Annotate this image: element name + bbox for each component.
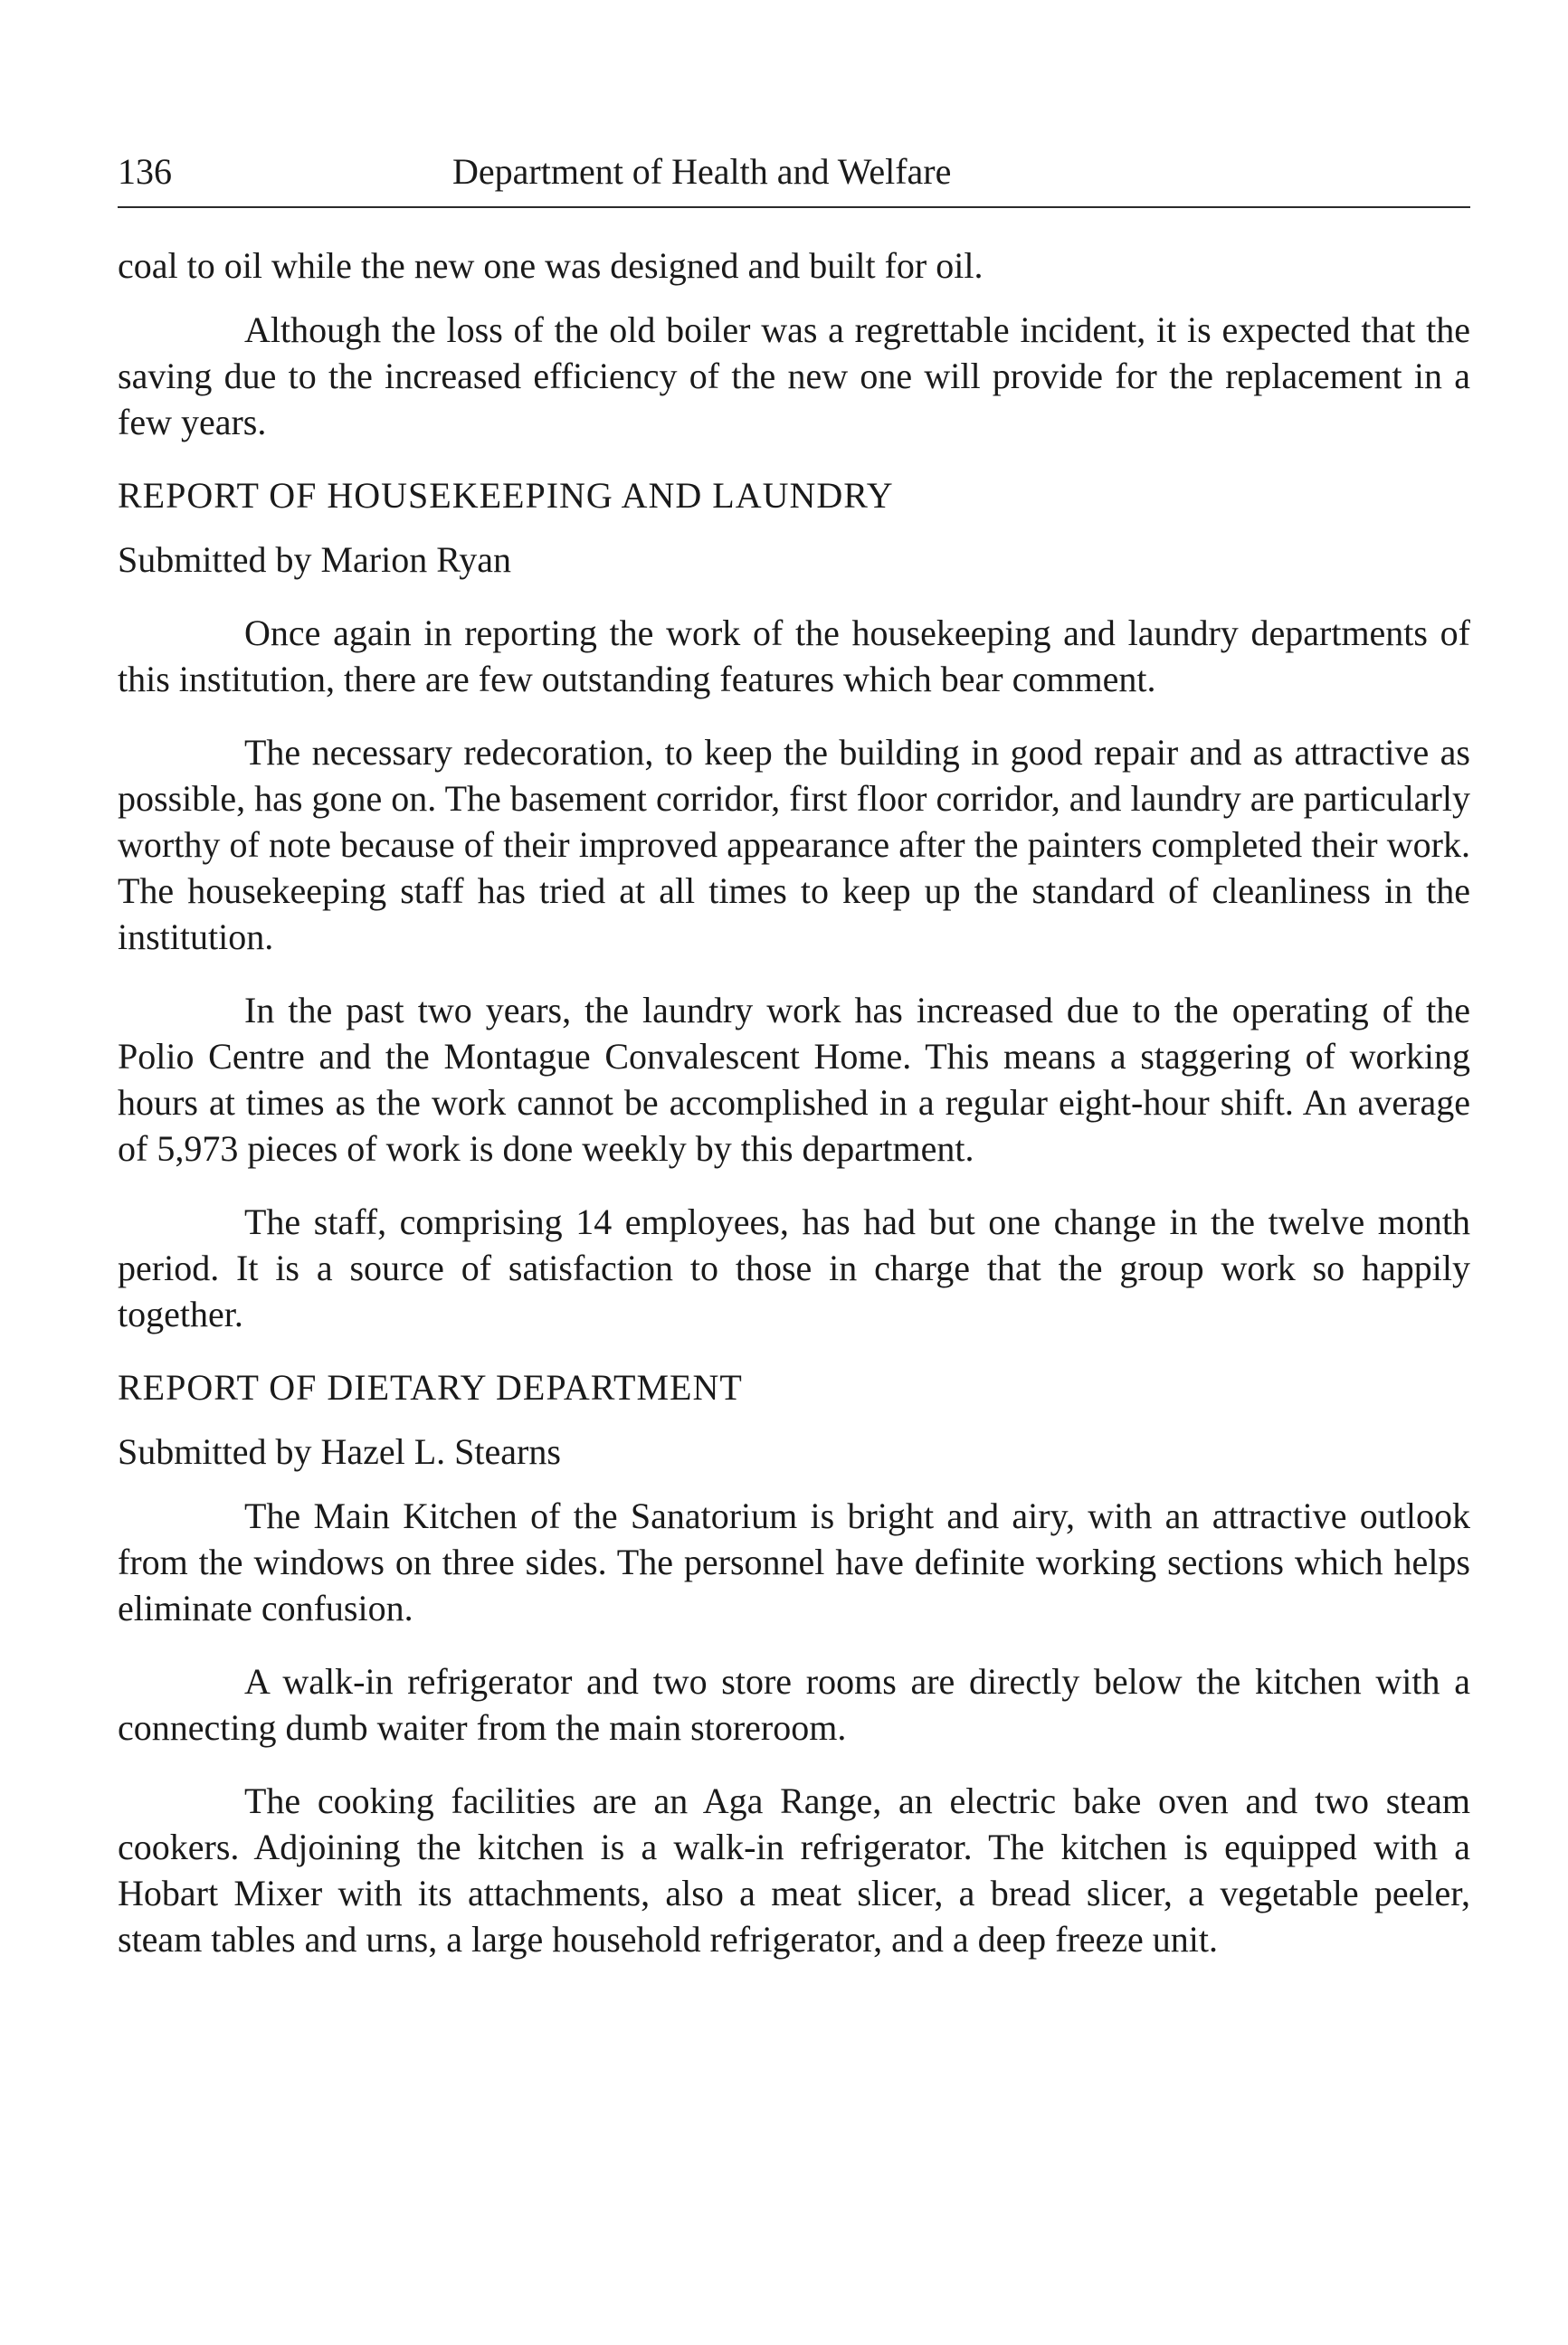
paragraph: The cooking facilities are an Aga Range, an electric bake oven and two steam cookers. Adjoining the kitchen is a walk-in refrigerator. The kitchen is equipped with a Hobart Mixer with its attachments, also a meat slicer, a bread slicer, a vegetable peeler, steam tables and urns, a large household refrigerator, and a deep freeze unit. xyxy=(118,1780,1470,1960)
paragraph: The necessary redecoration, to keep the building in good repair and as attractive as possible, has gone on. The basement corridor, first floor corridor, and laundry are particularly worthy of note because of their improved appearance after the painters completed their work. The housekeeping staff has tried at all times to keep up the standard of cleanliness in the institution. xyxy=(118,732,1470,957)
paragraph: Once again in reporting the work of the housekeeping and laundry departments of this institution, there are few outstanding features which bear comment. xyxy=(118,612,1470,699)
running-title: Department of Health and Welfare xyxy=(452,151,952,192)
header-rule xyxy=(118,206,1470,208)
paragraph: The Main Kitchen of the Sanatorium is bright and airy, with an attractive outlook from the windows on three sides. The personnel have definite working sections which helps eliminate confusion. xyxy=(118,1495,1470,1628)
paragraph: The staff, comprising 14 employees, has had but one change in the twelve month period. It is a source of satisfaction to those in charge that the group work so happily together. xyxy=(118,1201,1470,1334)
page-number: 136 xyxy=(118,151,172,192)
paragraph: In the past two years, the laundry work has increased due to the operating of the Polio Centre and the Montague Convalescent Home. This means a staggering of working hours at times as the work cannot be accomplished in a regular eight-hour shift. An average of 5,973 pieces of work is done weekly by this department. xyxy=(118,990,1470,1169)
section-heading: REPORT OF DIETARY DEPARTMENT xyxy=(118,1367,743,1408)
body-text xyxy=(118,242,1470,1962)
page-header xyxy=(118,149,1470,204)
paragraph: A walk-in refrigerator and two store rooms are directly below the kitchen with a connecting dumb waiter from the main storeroom. xyxy=(118,1661,1470,1748)
paragraph: Although the loss of the old boiler was a regrettable incident, it is expected that the saving due to the increased efficiency of the new one will provide for the replacement in a few years. xyxy=(118,309,1470,442)
paragraph: coal to oil while the new one was designed and built for oil. xyxy=(118,245,984,286)
section-heading: REPORT OF HOUSEKEEPING AND LAUNDRY xyxy=(118,475,894,516)
section-byline: Submitted by Hazel L. Stearns xyxy=(118,1431,561,1472)
section-byline: Submitted by Marion Ryan xyxy=(118,539,512,580)
